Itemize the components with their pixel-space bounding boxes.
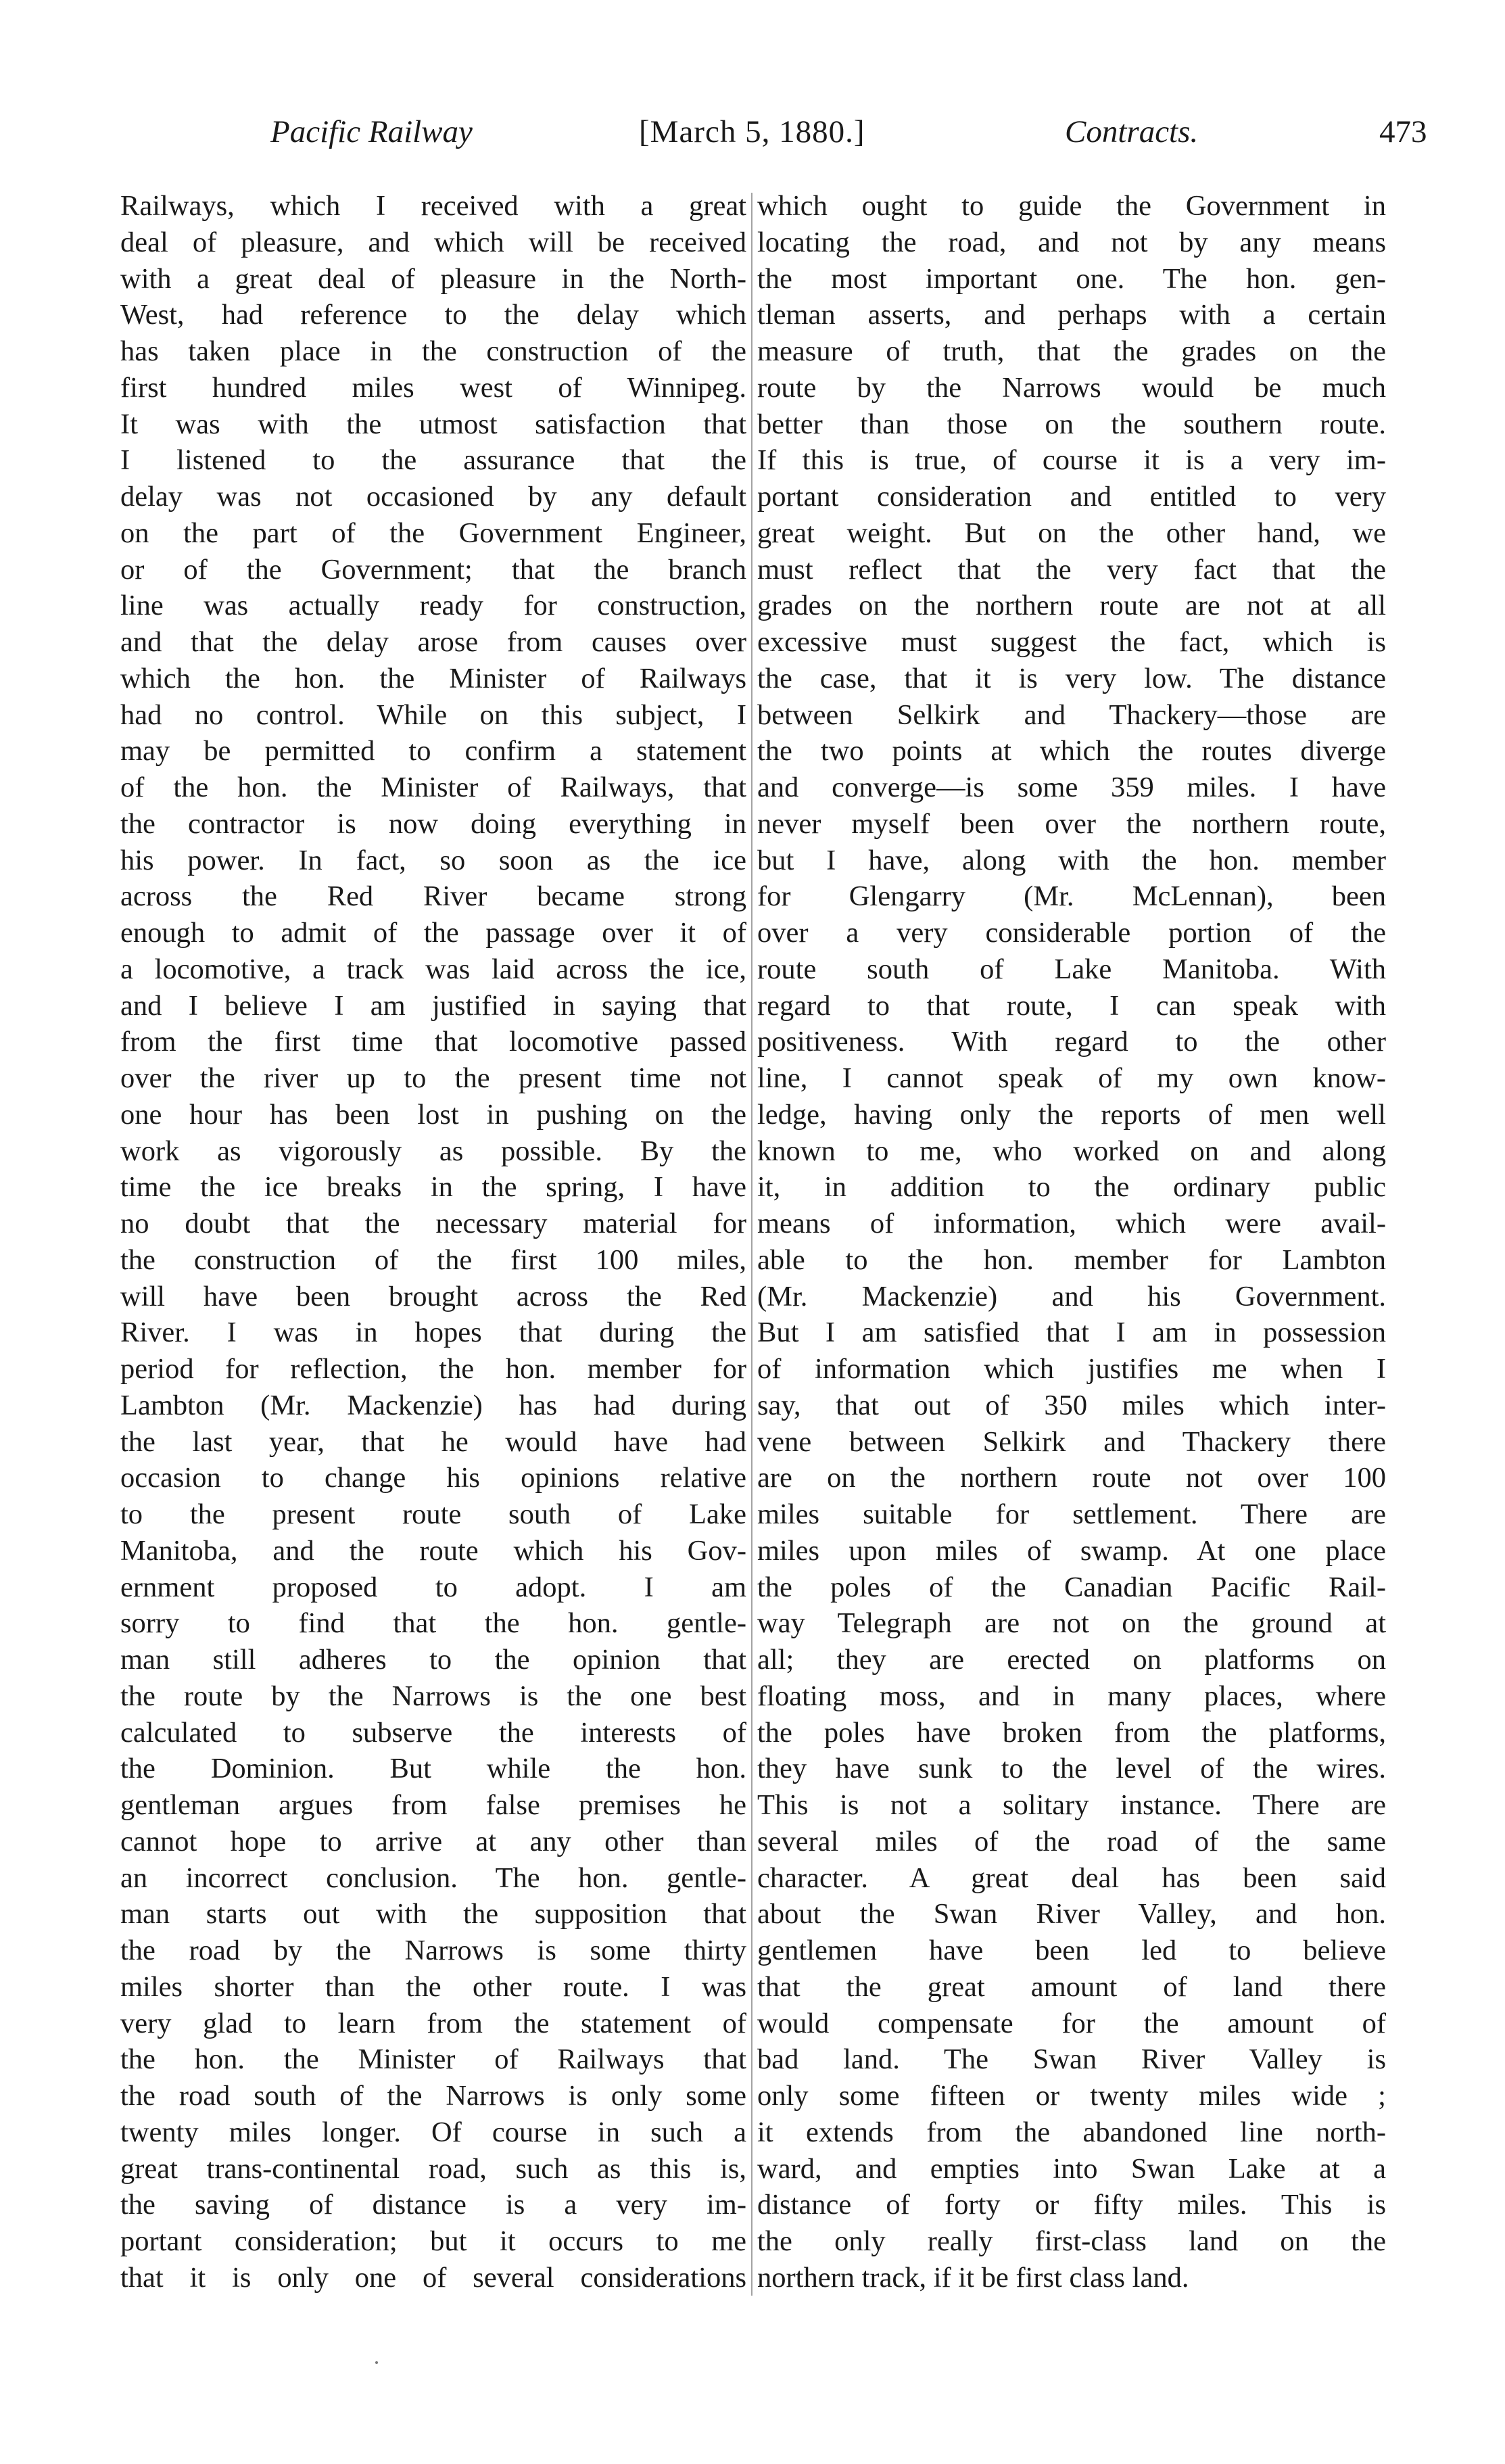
text-line: and I believe I am justified in saying that (120, 989, 746, 1022)
text-line: great weight. But on the other hand, we (757, 517, 1386, 549)
text-line: had no control. While on this subject, I (120, 698, 746, 731)
text-line: only some fifteen or twenty miles wide ; (757, 2080, 1386, 2112)
text-line: sorry to find that the hon. gentle- (120, 1607, 746, 1640)
text-line: would compensate for the amount of (757, 2007, 1386, 2039)
text-line: known to me, who worked on and along (757, 1135, 1386, 1167)
text-line: and converge—is some 359 miles. I have (757, 772, 1386, 803)
text-line: means of information, which were avail- (757, 1208, 1386, 1239)
text-line: route by the Narrows would be much (757, 371, 1386, 404)
text-line: portant consideration and entitled to very (757, 481, 1386, 513)
text-line: will have been brought across the Red (120, 1280, 746, 1312)
text-line: delay was not occasioned by any default (120, 481, 746, 513)
text-line: northern track, if it be first class land. (757, 2261, 1189, 2294)
text-line: and that the delay arose from causes over (120, 626, 746, 658)
text-line: calculated to subserve the interests of (120, 1716, 746, 1749)
header-date: [March 5, 1880.] (639, 114, 865, 149)
text-line: several miles of the road of the same (757, 1825, 1386, 1857)
text-line: one hour has been lost in pushing on the (120, 1098, 746, 1131)
text-line: on the part of the Government Engineer, (120, 517, 746, 549)
text-line: tleman asserts, and perhaps with a certain (757, 299, 1386, 331)
text-line: the hon. the Minister of Railways that (120, 2043, 746, 2076)
text-line: miles suitable for settlement. There are (757, 1498, 1386, 1530)
text-line: may be permitted to confirm a statement (120, 735, 746, 767)
text-line: the route by the Narrows is the one best (120, 1680, 746, 1712)
text-line: West, had reference to the delay which (120, 299, 746, 331)
text-line: line, I cannot speak of my own know- (757, 1062, 1386, 1094)
text-line: measure of truth, that the grades on the (757, 335, 1386, 367)
text-line: miles shorter than the other route. I was (120, 1970, 746, 2003)
text-line: all; they are erected on platforms on (757, 1644, 1386, 1676)
text-line: but I have, along with the hon. member (757, 844, 1386, 876)
text-line: River. I was in hopes that during the (120, 1317, 746, 1349)
text-line: with a great deal of pleasure in the North- (120, 262, 746, 295)
page-number: 473 (1379, 114, 1427, 149)
text-line: occasion to change his opinions relative (120, 1462, 746, 1494)
text-line: the Dominion. But while the hon. (120, 1753, 746, 1785)
text-line: work as vigorously as possible. By the (120, 1135, 746, 1167)
text-line: first hundred miles west of Winnipeg. (120, 371, 746, 404)
text-line: the last year, that he would have had (120, 1425, 746, 1458)
text-line: It was with the utmost satisfaction that (120, 408, 746, 440)
text-line: gentlemen have been led to believe (757, 1935, 1386, 1966)
text-line: Railways, which I received with a great (120, 190, 746, 222)
text-line: very glad to learn from the statement of (120, 2007, 746, 2039)
text-line: they have sunk to the level of the wires. (757, 1753, 1386, 1785)
text-line: over the river up to the present time not (120, 1062, 746, 1094)
column-divider (751, 193, 752, 2296)
text-line: that it is only one of several considerations (120, 2261, 746, 2294)
text-line: that the great amount of land there (757, 1970, 1386, 2003)
text-line: route south of Lake Manitoba. With (757, 953, 1386, 985)
text-line: vene between Selkirk and Thackery there (757, 1425, 1386, 1458)
text-line: say, that out of 350 miles which inter- (757, 1389, 1386, 1421)
text-line: the saving of distance is a very im- (120, 2189, 746, 2221)
text-line: enough to admit of the passage over it of (120, 917, 746, 949)
right-text-column (757, 188, 1386, 2296)
text-line: the poles of the Canadian Pacific Rail- (757, 1571, 1386, 1603)
text-line: the only really first-class land on the (757, 2225, 1386, 2257)
text-line: This is not a solitary instance. There are (757, 1789, 1386, 1821)
text-line: cannot hope to arrive at any other than (120, 1825, 746, 1857)
text-line: locating the road, and not by any means (757, 226, 1386, 258)
print-speck (375, 2361, 378, 2364)
text-line: man starts out with the supposition that (120, 1898, 746, 1930)
text-line: bad land. The Swan River Valley is (757, 2043, 1386, 2076)
header-right-title: Contracts. (1065, 114, 1199, 149)
text-line: portant consideration; but it occurs to me (120, 2225, 746, 2257)
text-line: I listened to the assurance that the (120, 444, 746, 477)
text-line: to the present route south of Lake (120, 1498, 746, 1530)
text-line: time the ice breaks in the spring, I have (120, 1171, 746, 1204)
text-line: period for reflection, the hon. member for (120, 1353, 746, 1385)
text-line: for Glengarry (Mr. McLennan), been (757, 880, 1386, 913)
text-line: the two points at which the routes diverge (757, 735, 1386, 767)
text-line: over a very considerable portion of the (757, 917, 1386, 949)
text-line: it extends from the abandoned line north- (757, 2116, 1386, 2148)
text-line: miles upon miles of swamp. At one place (757, 1534, 1386, 1567)
text-line: the poles have broken from the platforms, (757, 1716, 1386, 1749)
text-line: twenty miles longer. Of course in such a (120, 2116, 746, 2148)
text-line: the most important one. The hon. gen- (757, 262, 1386, 295)
text-line: floating moss, and in many places, where (757, 1680, 1386, 1712)
text-line: the road south of the Narrows is only some (120, 2080, 746, 2112)
text-line: the case, that it is very low. The distance (757, 662, 1386, 694)
text-line: or of the Government; that the branch (120, 553, 746, 586)
text-line: about the Swan River Valley, and hon. (757, 1898, 1386, 1930)
text-line: If this is true, of course it is a very im- (757, 444, 1386, 477)
text-line: from the first time that locomotive passed (120, 1026, 746, 1058)
text-line: way Telegraph are not on the ground at (757, 1607, 1386, 1640)
left-text-column (120, 188, 746, 2296)
text-line: (Mr. Mackenzie) and his Government. (757, 1280, 1386, 1312)
text-line: his power. In fact, so soon as the ice (120, 844, 746, 876)
text-line: the contractor is now doing everything in (120, 807, 746, 840)
text-line: deal of pleasure, and which will be received (120, 226, 746, 258)
text-line: of the hon. the Minister of Railways, that (120, 772, 746, 803)
text-line: positiveness. With regard to the other (757, 1026, 1386, 1058)
text-line: excessive must suggest the fact, which is (757, 626, 1386, 658)
text-line: an incorrect conclusion. The hon. gentle- (120, 1862, 746, 1894)
text-line: it, in addition to the ordinary public (757, 1171, 1386, 1204)
text-line: ward, and empties into Swan Lake at a (757, 2152, 1386, 2185)
text-line: has taken place in the construction of the (120, 335, 746, 367)
text-line: which the hon. the Minister of Railways (120, 662, 746, 694)
header-left-title: Pacific Railway (270, 114, 473, 149)
text-line: able to the hon. member for Lambton (757, 1243, 1386, 1276)
text-line: great trans-continental road, such as this is, (120, 2152, 746, 2185)
text-line: are on the northern route not over 100 (757, 1462, 1386, 1494)
text-line: distance of forty or fifty miles. This is (757, 2189, 1386, 2221)
text-line: line was actually ready for construction, (120, 590, 746, 622)
text-line: ledge, having only the reports of men well (757, 1098, 1386, 1131)
text-line: of information which justifies me when I (757, 1353, 1386, 1385)
text-line: a locomotive, a track was laid across the ice, (120, 953, 746, 985)
text-line: gentleman argues from false premises he (120, 1789, 746, 1821)
text-line: Lambton (Mr. Mackenzie) has had during (120, 1389, 746, 1421)
text-line: which ought to guide the Government in (757, 190, 1386, 222)
text-line: regard to that route, I can speak with (757, 989, 1386, 1022)
text-line: the road by the Narrows is some thirty (120, 1935, 746, 1966)
text-line: never myself been over the northern route, (757, 807, 1386, 840)
text-line: grades on the northern route are not at all (757, 590, 1386, 622)
text-line: better than those on the southern route. (757, 408, 1386, 440)
text-line: must reflect that the very fact that the (757, 553, 1386, 586)
text-line: ernment proposed to adopt. I am (120, 1571, 746, 1603)
running-header (0, 114, 1505, 161)
text-line: man still adheres to the opinion that (120, 1644, 746, 1676)
text-line: between Selkirk and Thackery—those are (757, 698, 1386, 731)
text-line: character. A great deal has been said (757, 1862, 1386, 1894)
text-line: Manitoba, and the route which his Gov- (120, 1534, 746, 1567)
text-line: the construction of the first 100 miles, (120, 1243, 746, 1276)
text-line: across the Red River became strong (120, 880, 746, 913)
text-line: no doubt that the necessary material for (120, 1208, 746, 1239)
text-line: But I am satisfied that I am in possession (757, 1317, 1386, 1349)
